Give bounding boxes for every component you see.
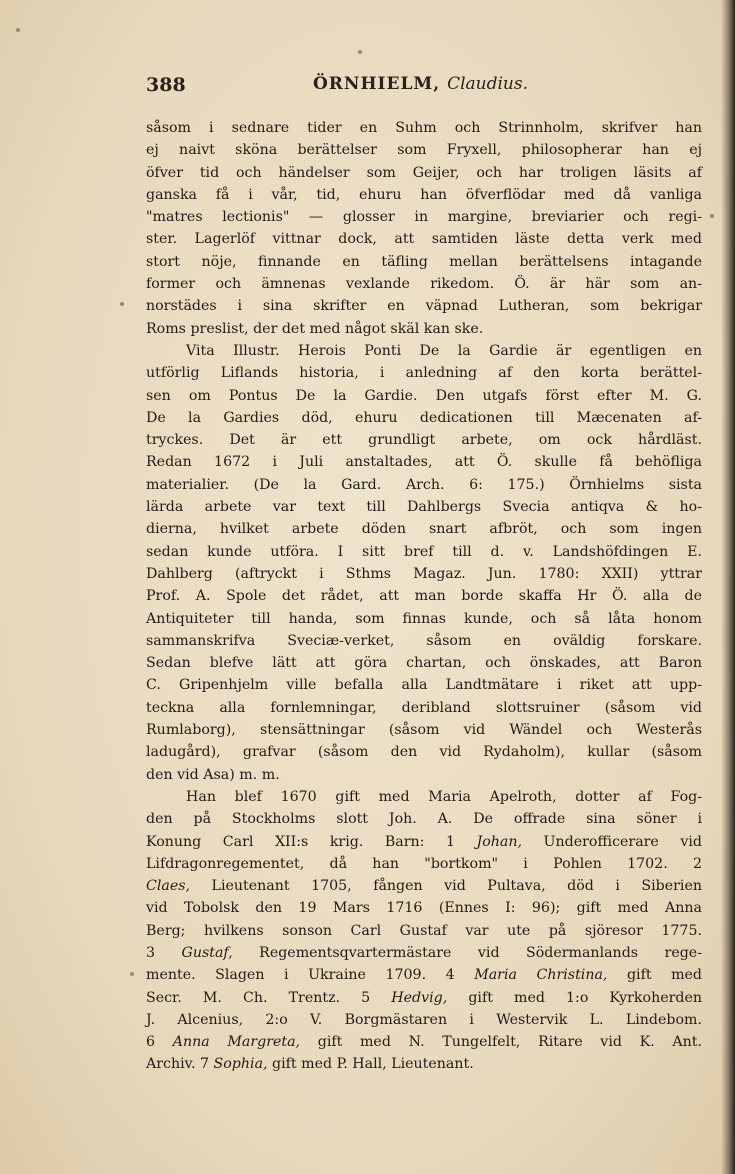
running-head-sub: Claudius. [447, 74, 528, 94]
text-line [146, 385, 702, 407]
text-run: Rumlaborg), stensättningar (såsom vid Wändel och Westerås [146, 722, 702, 739]
text-run: stort nöje, finnande en täfling mellan berättelsens intagande [146, 253, 702, 270]
text-run: den på Stockholms slott Joh. A. De offrade sina söner i [146, 811, 702, 828]
text-run: ej naivt sköna berättelser som Fryxell, philosopherar han ej [146, 142, 702, 159]
text-line [146, 964, 702, 986]
text-run: Redan 1672 i Juli anstaltades, att Ö. skulle få behöfliga [146, 454, 702, 471]
text-line [146, 318, 702, 340]
text-line [146, 741, 702, 763]
text-line [146, 451, 702, 473]
text-run: Underofficerare vid [522, 833, 702, 850]
text-line [146, 1053, 702, 1075]
text-run: Lieutenant 1705, fången vid Pultava, död i Siberien [190, 878, 702, 895]
italic-name: Sophia, [213, 1056, 268, 1073]
text-run: 6 [146, 1034, 173, 1051]
italic-name: Hedvig, [391, 989, 448, 1006]
text-line [146, 541, 702, 563]
text-run: Sedan blefve lätt att göra chartan, och önskades, att Baron [146, 655, 702, 672]
paper-speck [16, 28, 20, 32]
text-run: Vita Illustr. Herois Ponti De la Gardie är egentligen en [186, 342, 702, 359]
text-run: gift med P. Hall, Lieutenant. [267, 1056, 474, 1073]
text-run: ladugård), grafvar (såsom den vid Rydaholm), kullar (såsom [146, 744, 702, 761]
paper-speck [120, 302, 124, 306]
paper-speck [130, 972, 134, 976]
text-run: sen om Pontus De la Gardie. Den utgafs först efter M. G. [146, 387, 702, 404]
italic-name: Claes, [146, 878, 191, 895]
text-run: Han blef 1670 gift med Maria Apelroth, dotter af Fog- [186, 788, 702, 805]
text-line [146, 585, 702, 607]
text-run: Lifdragonregementet, då han "bortkom" i Pohlen 1702. 2 [146, 855, 702, 872]
italic-name: Anna Margreta, [172, 1034, 301, 1051]
text-run: Prof. A. Spole det rådet, att man borde skaffa Hr Ö. alla de [146, 588, 702, 605]
text-run: C. Gripenhjelm ville befalla alla Landtmätare i riket att upp- [146, 677, 702, 694]
text-line [146, 340, 702, 362]
text-run: De la Gardies död, ehuru dedicationen till Mæcenaten af- [146, 409, 702, 426]
text-line [146, 608, 702, 630]
text-run: sammanskrifva Sveciæ-verket, såsom en oväldig forskare. [146, 632, 702, 649]
text-run: tryckes. Det är ett grundligt arbete, om ock hårdläst. [146, 432, 702, 449]
text-run: gift med N. Tungelfelt, Ritare vid K. Ant. [300, 1034, 702, 1051]
text-run: Berg; hvilkens sonson Carl Gustaf var ute på sjöresor 1775. [146, 922, 702, 939]
text-run: teckna alla fornlemningar, deribland slottsruiner (såsom vid [146, 699, 702, 716]
text-line [146, 786, 702, 808]
text-line [146, 117, 702, 139]
text-line [146, 295, 702, 317]
text-run: vid Tobolsk den 19 Mars 1716 (Ennes I: 96); gift med Anna [146, 900, 702, 917]
text-run: ster. Lagerlöf vittnar dock, att samtiden läste detta verk med [146, 231, 702, 248]
text-line [146, 764, 702, 786]
text-line [146, 206, 702, 228]
text-line [146, 273, 702, 295]
text-run: lärda arbete var text till Dahlbergs Svecia antiqva & ho- [146, 499, 702, 516]
paper-speck [358, 50, 362, 54]
paper-speck [710, 214, 714, 218]
text-run: Roms preslist, der det med något skäl kan ske. [146, 320, 484, 337]
text-run: materialier. (De la Gard. Arch. 6: 175.) Örnhielms sista [146, 476, 702, 493]
text-line [146, 429, 702, 451]
page-number: 388 [146, 74, 186, 96]
text-line [146, 362, 702, 384]
text-line [146, 162, 702, 184]
text-line [146, 407, 702, 429]
running-head-name: ÖRNHIELM, [313, 74, 441, 94]
text-run: "matres lectionis" — glosser in margine, breviarier och regi- [146, 209, 702, 226]
text-run: såsom i sednare tider en Suhm och Strinnholm, skrifver han [146, 120, 702, 136]
text-line [146, 1031, 702, 1053]
text-run: den vid Asa) m. m. [146, 766, 280, 783]
text-line [146, 987, 702, 1009]
text-line [146, 808, 702, 830]
text-run: mente. Slagen i Ukraine 1709. 4 [146, 967, 475, 984]
text-line [146, 251, 702, 273]
text-line [146, 719, 702, 741]
text-line [146, 853, 702, 875]
text-run: Dahlberg (aftryckt i Sthms Magaz. Jun. 1780: XXII) yttrar [146, 565, 702, 582]
text-line [146, 897, 702, 919]
page-header [146, 74, 706, 104]
text-line [146, 875, 702, 897]
text-line [146, 674, 702, 696]
text-line [146, 518, 702, 540]
text-run: dierna, hvilket arbete döden snart afbröt, och som ingen [146, 521, 702, 538]
text-line [146, 563, 702, 585]
text-line [146, 697, 702, 719]
text-line [146, 942, 702, 964]
text-run: norstädes i sina skrifter en väpnad Lutheran, som bekrigar [146, 298, 702, 315]
text-run: Konung Carl XII:s krig. Barn: 1 [146, 833, 477, 850]
text-run: gift med [607, 967, 703, 984]
text-run: sedan kunde utföra. I sitt bref till d. v. Landshöfdingen E. [146, 543, 702, 560]
italic-name: Maria Christina, [474, 967, 608, 984]
text-run: gift med 1:o Kyrkoherden [447, 989, 702, 1006]
text-run: former och ämnenas vexlande rikedom. Ö. är här som an- [146, 276, 702, 293]
text-run: utförlig Liflands historia, i anledning af den korta berättel- [146, 365, 702, 382]
text-line [146, 496, 702, 518]
text-line [146, 184, 702, 206]
text-run: ganska få i vår, tid, ehuru han öfverflödar med då vanliga [146, 186, 702, 203]
text-run: öfver tid och händelser som Geijer, och har troligen läsits af [146, 164, 702, 181]
text-line [146, 1009, 702, 1031]
text-line [146, 630, 702, 652]
text-line [146, 139, 702, 161]
text-run: Antiquiteter till handa, som finnas kunde, och så låta honom [146, 610, 702, 627]
italic-name: Gustaf, [181, 944, 233, 961]
text-run: 3 [146, 944, 182, 961]
text-line [146, 228, 702, 250]
text-run: Archiv. 7 [146, 1056, 214, 1073]
text-line [146, 652, 702, 674]
body-text [146, 117, 702, 1076]
text-run: J. Alcenius, 2:o V. Borgmästaren i Westervik L. Lindebom. [146, 1011, 702, 1028]
text-run: Regementsqvartermästare vid Södermanlands rege- [232, 944, 702, 961]
text-line [146, 920, 702, 942]
text-line [146, 831, 702, 853]
running-head [313, 74, 528, 94]
page-edge-shadow [721, 0, 735, 1174]
italic-name: Johan, [476, 833, 523, 850]
text-line [146, 474, 702, 496]
text-run: Secr. M. Ch. Trentz. 5 [146, 989, 392, 1006]
